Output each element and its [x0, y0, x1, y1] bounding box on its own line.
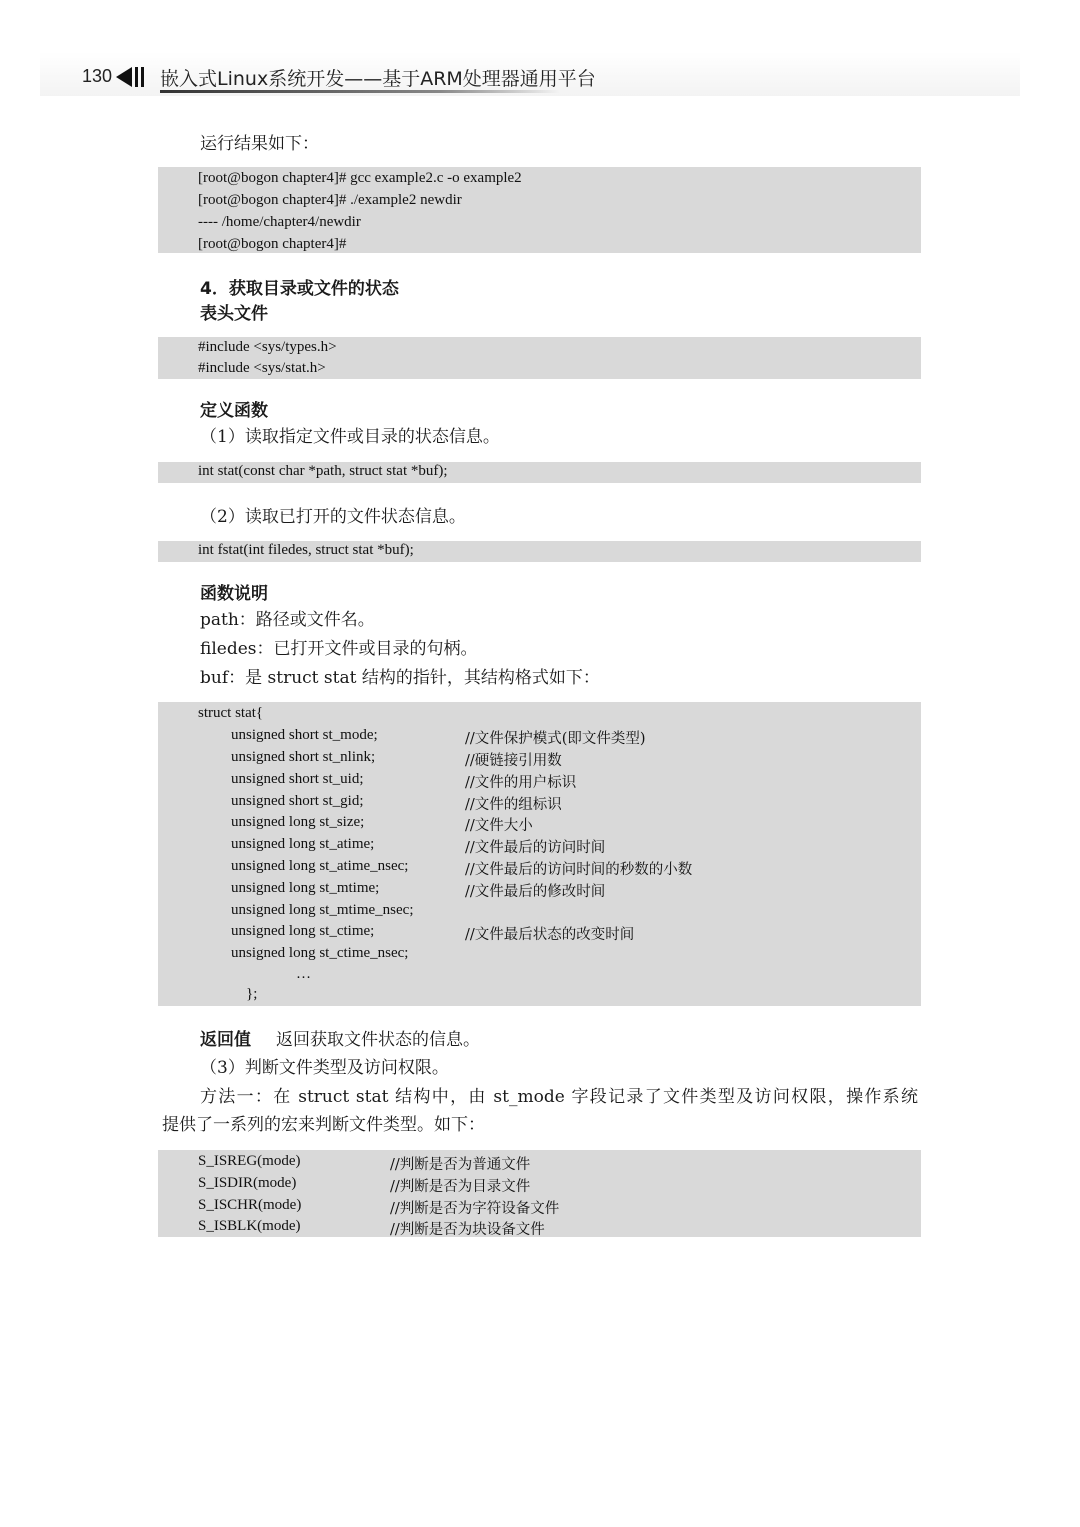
item-1-text: （1）读取指定文件或目录的状态信息。	[200, 427, 500, 447]
struct-field: unsigned short st_uid;	[231, 771, 364, 787]
macro-name: S_ISBLK(mode)	[198, 1218, 301, 1234]
macro-name: S_ISDIR(mode)	[198, 1175, 297, 1191]
code-line: #include <sys/types.h>	[198, 339, 337, 355]
struct-field: unsigned short st_mode;	[231, 727, 378, 743]
intro-text: 运行结果如下：	[200, 134, 319, 154]
code-line: ---- /home/chapter4/newdir	[198, 214, 361, 230]
method-paragraph-line-1: 方法一：在 struct stat 结构中，由 st_mode 字段记录了文件类型及访问权限，操作系统	[200, 1087, 918, 1107]
struct-field: unsigned long st_mtime_nsec;	[231, 902, 414, 918]
code-line: int stat(const char *path, struct stat *buf);	[198, 463, 448, 479]
section-heading: 4．获取目录或文件的状态	[200, 279, 399, 299]
macro-name: S_ISREG(mode)	[198, 1153, 301, 1169]
struct-field-comment: //文件最后状态的改变时间	[465, 927, 635, 943]
return-label: 返回值	[200, 1030, 251, 1050]
item-2-text: （2）读取已打开的文件状态信息。	[200, 507, 466, 527]
macro-comment: //判断是否为字符设备文件	[390, 1201, 560, 1217]
struct-field: unsigned short st_nlink;	[231, 749, 376, 765]
desc-filedes: filedes：已打开文件或目录的句柄。	[200, 639, 478, 659]
struct-field: unsigned long st_ctime;	[231, 923, 375, 939]
code-line: [root@bogon chapter4]#	[198, 236, 347, 252]
struct-field-comment: //文件最后的修改时间	[465, 884, 606, 900]
stat-prototype-block	[158, 462, 921, 483]
item-3-text: （3）判断文件类型及访问权限。	[200, 1058, 449, 1078]
struct-field: unsigned long st_mtime;	[231, 880, 380, 896]
struct-field: unsigned long st_size;	[231, 814, 365, 830]
struct-field: unsigned long st_atime_nsec;	[231, 858, 409, 874]
struct-field-comment: //文件最后的访问时间	[465, 840, 606, 856]
macro-comment: //判断是否为目录文件	[390, 1179, 531, 1195]
struct-field: unsigned long st_ctime_nsec;	[231, 945, 409, 961]
return-text: 返回获取文件状态的信息。	[276, 1030, 480, 1050]
includes-block	[158, 337, 921, 379]
struct-field-comment: //文件的组标识	[465, 797, 562, 813]
struct-block	[158, 702, 921, 1006]
description-heading: 函数说明	[200, 584, 268, 604]
struct-ellipsis: …	[296, 966, 311, 982]
struct-field: unsigned long st_atime;	[231, 836, 375, 852]
header-rule	[160, 90, 560, 93]
struct-field-comment: //文件最后的访问时间的秒数的小数	[465, 862, 693, 878]
code-line: [root@bogon chapter4]# ./example2 newdir	[198, 192, 462, 208]
desc-path: path：路径或文件名。	[200, 610, 375, 630]
left-arrow-icon	[116, 66, 150, 88]
macros-block	[158, 1150, 921, 1237]
struct-close: };	[246, 986, 258, 1002]
page-number: 130	[82, 66, 113, 86]
struct-field-comment: //硬链接引用数	[465, 753, 562, 769]
header-files-heading: 表头文件	[200, 304, 268, 324]
struct-field: unsigned short st_gid;	[231, 793, 364, 809]
struct-open: struct stat{	[198, 705, 264, 721]
macro-name: S_ISCHR(mode)	[198, 1197, 302, 1213]
struct-field-comment: //文件大小	[465, 818, 533, 834]
method-paragraph-line-2: 提供了一系列的宏来判断文件类型。如下：	[162, 1115, 485, 1135]
struct-field-comment: //文件的用户标识	[465, 775, 577, 791]
desc-buf: buf：是 struct stat 结构的指针，其结构格式如下：	[200, 668, 600, 688]
book-title: 嵌入式Linux系统开发——基于ARM处理器通用平台	[160, 68, 596, 90]
fstat-prototype-block	[158, 541, 921, 562]
macro-comment: //判断是否为块设备文件	[390, 1222, 545, 1238]
struct-field-comment: //文件保护模式(即文件类型)	[465, 731, 646, 747]
define-heading: 定义函数	[200, 401, 268, 421]
code-line: int fstat(int filedes, struct stat *buf);	[198, 542, 414, 558]
macro-comment: //判断是否为普通文件	[390, 1157, 531, 1173]
code-line: [root@bogon chapter4]# gcc example2.c -o example2	[198, 170, 522, 186]
code-line: #include <sys/stat.h>	[198, 360, 326, 376]
run-output-block	[158, 167, 921, 253]
